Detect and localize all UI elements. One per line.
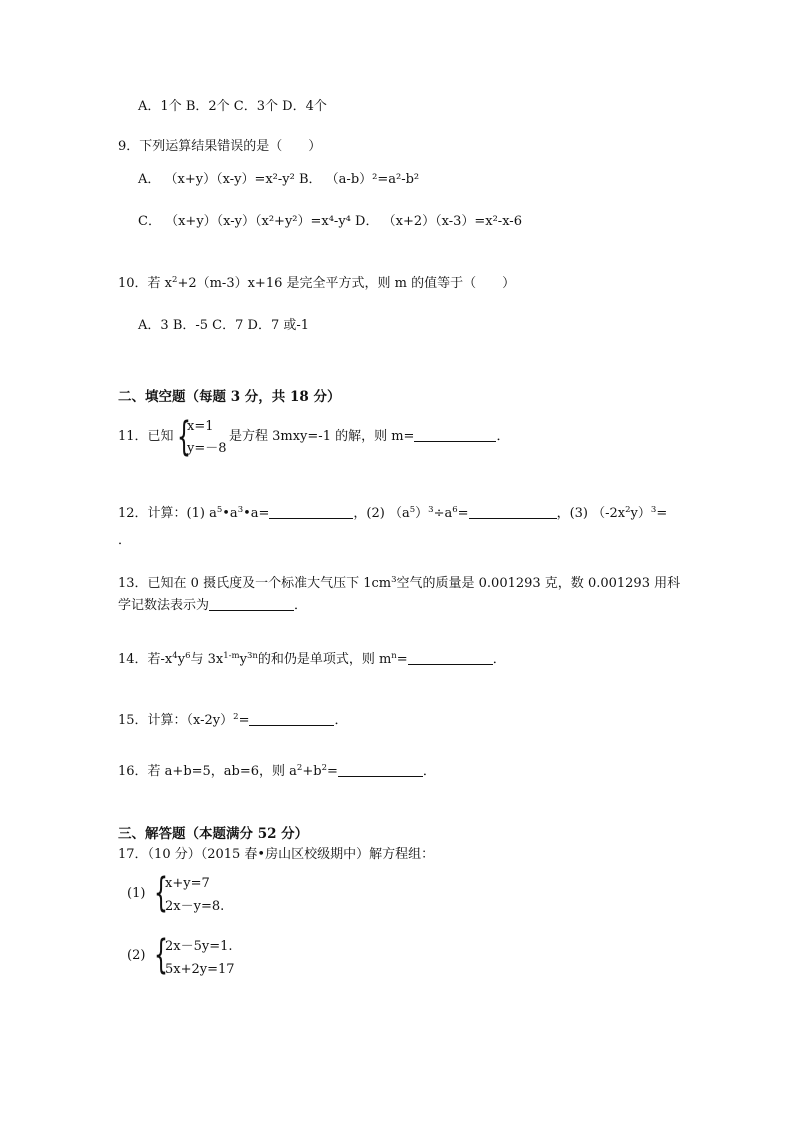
q17-part1-system bbox=[154, 870, 244, 916]
q12-blank-1[interactable] bbox=[269, 506, 353, 519]
q11-eq1: x=1 bbox=[187, 419, 214, 434]
q12-end: ． bbox=[118, 533, 132, 548]
q8-option-c[interactable]: C．3个 bbox=[233, 99, 278, 114]
q16-line: 16．若 a+b=5，ab=6，则 $a^2+b^2=$ ． bbox=[118, 763, 436, 779]
section-3-title: 三、解答题（本题满分 52 分） bbox=[118, 826, 309, 842]
q9-options-ab bbox=[138, 172, 419, 188]
q17-part2-brace: { bbox=[154, 932, 168, 978]
q9-option-d-expr: （x+2）（x-3）=x²-x-6 bbox=[382, 214, 522, 229]
q10-option-d[interactable]: D．7 或-1 bbox=[247, 318, 310, 333]
q13-line-1: 13．已知在 0 摄氏度及一个标准大气压下 $1cm^3$空气的质量是 0.001293 克，数 0.001293 用科 bbox=[118, 575, 681, 591]
q17-part2-eq2: 5x+2y=17 bbox=[165, 962, 235, 977]
q8-option-d[interactable]: D．4个 bbox=[282, 99, 327, 114]
q8-option-b[interactable]: B．2个 bbox=[185, 99, 230, 114]
q9-option-d-label[interactable]: D． bbox=[355, 214, 379, 229]
q10-stem: 10．若 $x^2+2(m-3)x+16$ 是完全平方式，则 m 的值等于（ ） bbox=[118, 275, 516, 291]
q17-stem: 17．（10 分）（2015 春•房山区校级期中）解方程组： bbox=[118, 847, 435, 862]
section-2-title: 二、填空题（每题 3 分，共 18 分） bbox=[118, 389, 341, 405]
q9-option-a-label[interactable]: A． bbox=[138, 172, 161, 187]
q17-part2-system bbox=[154, 932, 254, 979]
q16-answer-blank[interactable] bbox=[338, 764, 423, 777]
q9-option-c-label[interactable]: C． bbox=[138, 214, 161, 229]
q11-prefix: 11．已知 bbox=[118, 429, 174, 444]
q9-option-c-expr: （x+y）（x-y）（x²+y²）=x⁴-y⁴ bbox=[165, 214, 351, 229]
q10-option-a[interactable]: A．3 bbox=[138, 318, 169, 333]
q9-options-cd bbox=[138, 214, 522, 230]
q13-answer-blank[interactable] bbox=[209, 598, 294, 611]
q17-part1-brace: { bbox=[154, 870, 168, 916]
q17-part1-eq1: x+y=7 bbox=[165, 876, 210, 891]
q9-option-b-label[interactable]: B． bbox=[298, 172, 322, 187]
q10-options bbox=[138, 318, 309, 334]
q15-answer-blank[interactable] bbox=[249, 713, 334, 726]
q8-options bbox=[138, 99, 327, 115]
q9-option-a-expr: （x+y）（x-y）=x²-y² bbox=[164, 172, 295, 187]
q11-eq2: y=－8 bbox=[187, 441, 227, 456]
q10-option-c[interactable]: C．7 bbox=[212, 318, 244, 333]
q10-option-b[interactable]: B．-5 bbox=[172, 318, 209, 333]
q14-line: 14．若$-x^4y^6$与 $3x^{1-m}y^{3n}$的和仍是单项式，则 $m^n=$ ． bbox=[118, 651, 506, 667]
q12-line: 12．计算：(1) $a^5•a^3•a=$ ，(2) $(a^5)^3\div a^6=$ ，(3) $(-2x^2y)^3=$ bbox=[118, 505, 668, 521]
q17-part2-eq1: 2x－5y=1. bbox=[165, 939, 233, 954]
q11-equation-system bbox=[177, 414, 237, 460]
q14-answer-blank[interactable] bbox=[408, 652, 493, 665]
q8-option-a[interactable]: A．1个 bbox=[138, 99, 182, 114]
q15-line: 15．计算：$(x-2y)^2=$ ． bbox=[118, 712, 348, 728]
q17-part1-eq2: 2x－y=8. bbox=[165, 899, 225, 914]
q12-blank-2[interactable] bbox=[469, 506, 557, 519]
q17-part2-label: (2) bbox=[127, 948, 146, 963]
q17-part1-label: (1) bbox=[127, 886, 146, 901]
q9-stem: 9．下列运算结果错误的是（ ） bbox=[118, 139, 322, 154]
q11-rest: 是方程 3mxy=-1 的解，则 m= ． bbox=[229, 429, 510, 444]
q13-line-2: 学记数法表示为 ． bbox=[118, 598, 308, 613]
q11-answer-blank[interactable] bbox=[414, 429, 496, 442]
q11-brace: { bbox=[177, 414, 191, 460]
q9-option-b-expr: （a-b）²=a²-b² bbox=[325, 172, 420, 187]
